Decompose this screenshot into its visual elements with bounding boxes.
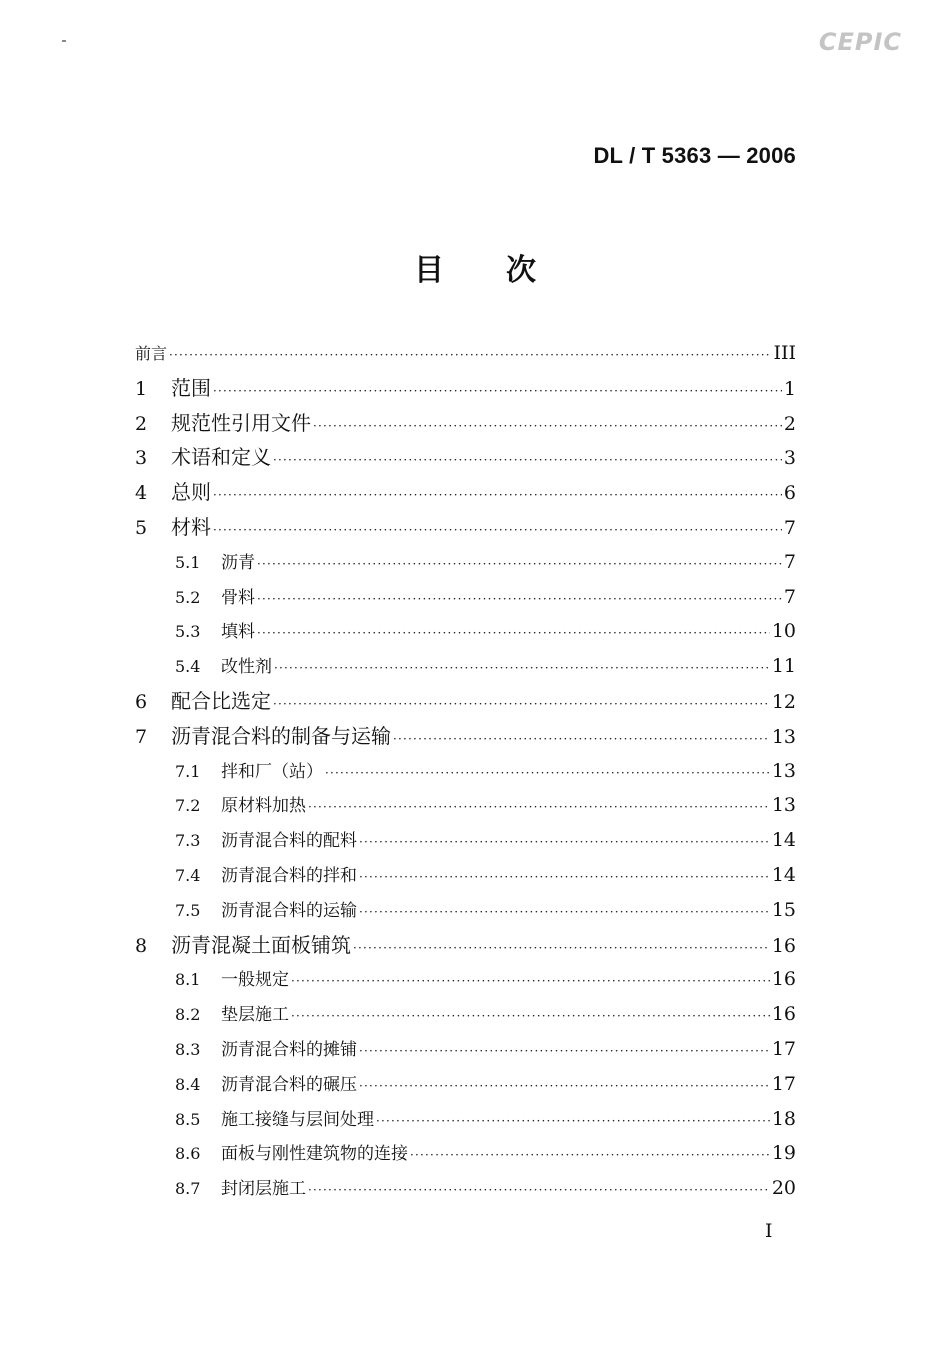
- toc-entry-number: 8.5: [175, 1109, 201, 1129]
- toc-entry: [135, 440, 796, 475]
- toc-entry-number: 1: [135, 377, 148, 400]
- toc-leader-dots: [359, 1069, 770, 1102]
- toc-leader-dots: [169, 338, 771, 371]
- toc-entry: [135, 962, 796, 997]
- toc-entry-label: 术语和定义: [171, 445, 271, 470]
- toc-entry: [135, 614, 796, 649]
- toc-entry-label: 垫层施工: [221, 1005, 289, 1026]
- toc-entry: [135, 1102, 796, 1137]
- toc-entry-label: 前言: [135, 344, 168, 363]
- toc-leader-dots: [291, 999, 770, 1032]
- toc-leader-dots: [325, 756, 770, 789]
- toc-entry: [135, 1032, 796, 1067]
- toc-entry-label: 面板与刚性建筑物的连接: [221, 1144, 408, 1165]
- toc-entry-page: 7: [783, 516, 796, 539]
- toc-entry-page: 18: [771, 1107, 796, 1130]
- toc-leader-dots: [308, 790, 770, 823]
- toc-leader-dots: [376, 1104, 770, 1137]
- toc-entry-number: 8.6: [175, 1144, 201, 1164]
- toc-leader-dots: [213, 513, 782, 545]
- toc-entry-label: 沥青混合料的拌和: [221, 865, 357, 886]
- toc-entry-label: 沥青混合料的运输: [221, 900, 357, 921]
- toc-entry: [135, 1171, 796, 1206]
- toc-entry-number: 8: [135, 934, 148, 957]
- toc-entry-page: 14: [771, 863, 796, 886]
- toc-entry-label: 沥青: [221, 552, 255, 573]
- toc-entry-page: 13: [771, 725, 796, 748]
- toc-entry-page: 12: [771, 690, 796, 713]
- toc-entry: [135, 406, 796, 441]
- toc-entry-number: 4: [135, 482, 148, 505]
- toc-entry-number: 8.7: [175, 1179, 201, 1199]
- toc-leader-dots: [291, 964, 770, 997]
- toc-entry: [135, 580, 796, 615]
- toc-leader-dots: [257, 616, 770, 649]
- toc-entry-page: 14: [771, 829, 796, 852]
- toc-leader-dots: [257, 547, 782, 580]
- toc-entry-page: 1: [783, 377, 796, 400]
- toc-entry: [135, 336, 796, 371]
- toc-entry-page: 17: [771, 1072, 796, 1095]
- toc-entry-number: 8.2: [175, 1005, 201, 1025]
- toc-entry: [135, 649, 796, 684]
- toc-entry-number: 5.1: [175, 552, 201, 572]
- toc-entry-label: 沥青混凝土面板铺筑: [171, 932, 351, 957]
- cepic-watermark-logo: CEPIC: [818, 28, 902, 56]
- toc-leader-dots: [353, 931, 770, 963]
- toc-leader-dots: [410, 1138, 770, 1171]
- toc-leader-dots: [359, 825, 770, 858]
- toc-leader-dots: [273, 443, 782, 475]
- toc-entry-number: 5.4: [175, 657, 201, 677]
- toc-entry: [135, 788, 796, 823]
- toc-leader-dots: [393, 722, 770, 754]
- toc-leader-dots: [257, 582, 782, 615]
- toc-leader-dots: [359, 860, 770, 893]
- toc-entry: [135, 719, 796, 754]
- toc-entry-page: 16: [771, 1003, 796, 1026]
- toc-entry: [135, 684, 796, 719]
- toc-entry-number: 8.3: [175, 1039, 201, 1059]
- toc-entry: [135, 371, 796, 406]
- toc-entry-number: 7: [135, 725, 148, 748]
- table-of-contents: [135, 336, 796, 1206]
- toc-entry-label: 拌和厂（站）: [221, 761, 323, 782]
- toc-entry-label: 范围: [171, 375, 211, 400]
- toc-leader-dots: [273, 687, 770, 719]
- toc-entry-page: 20: [771, 1177, 796, 1200]
- toc-entry-label: 总则: [171, 480, 211, 505]
- toc-entry-label: 原材料加热: [221, 796, 306, 817]
- toc-leader-dots: [213, 374, 782, 406]
- toc-title: 目次: [414, 253, 598, 288]
- toc-entry-label: 一般规定: [221, 970, 289, 991]
- toc-entry-number: 8.4: [175, 1074, 201, 1094]
- toc-entry-number: 8.1: [175, 970, 201, 990]
- toc-entry-number: 5: [135, 516, 148, 539]
- toc-leader-dots: [213, 478, 782, 510]
- toc-entry-number: 7.5: [175, 900, 201, 920]
- toc-entry: [135, 754, 796, 789]
- toc-entry-label: 沥青混合料的摊铺: [221, 1039, 357, 1060]
- toc-entry-label: 沥青混合料的配料: [221, 831, 357, 852]
- toc-entry-page: 2: [783, 412, 796, 435]
- standard-code: DL / T 5363 — 2006: [593, 143, 796, 168]
- toc-entry-label: 改性剂: [221, 657, 272, 678]
- toc-entry-page: 6: [783, 482, 796, 505]
- toc-entry-page: 13: [771, 759, 796, 782]
- toc-entry-label: 材料: [171, 514, 211, 539]
- toc-entry-page: 11: [771, 655, 796, 678]
- toc-entry-number: 7.4: [175, 865, 201, 885]
- toc-entry-label: 施工接缝与层间处理: [221, 1109, 374, 1130]
- toc-entry-page: III: [773, 342, 796, 364]
- toc-leader-dots: [313, 409, 782, 441]
- toc-entry-number: 2: [135, 412, 148, 435]
- toc-entry: [135, 475, 796, 510]
- toc-entry: [135, 997, 796, 1032]
- toc-leader-dots: [359, 895, 770, 928]
- toc-entry-page: 16: [771, 934, 796, 957]
- page-number: I: [765, 1220, 773, 1242]
- toc-entry-label: 沥青混合料的碾压: [221, 1074, 357, 1095]
- toc-entry-page: 10: [771, 620, 796, 643]
- toc-entry-page: 17: [771, 1037, 796, 1060]
- scan-speck: [62, 40, 66, 42]
- toc-entry: [135, 1067, 796, 1102]
- toc-entry-label: 封闭层施工: [221, 1179, 306, 1200]
- toc-entry: [135, 510, 796, 545]
- toc-entry-page: 15: [771, 898, 796, 921]
- toc-entry-label: 规范性引用文件: [171, 410, 311, 435]
- toc-entry: [135, 858, 796, 893]
- toc-entry: [135, 893, 796, 928]
- toc-entry-number: 5.2: [175, 587, 201, 607]
- toc-entry: [135, 928, 796, 963]
- toc-leader-dots: [308, 1173, 770, 1206]
- toc-entry-page: 7: [783, 550, 796, 573]
- toc-entry-number: 5.3: [175, 622, 201, 642]
- toc-entry-number: 7.3: [175, 831, 201, 851]
- toc-entry-page: 3: [783, 447, 796, 470]
- toc-entry-number: 6: [135, 690, 148, 713]
- toc-entry: [135, 1136, 796, 1171]
- toc-entry: [135, 545, 796, 580]
- toc-entry-label: 骨料: [221, 587, 255, 608]
- toc-entry-label: 填料: [221, 622, 255, 643]
- toc-entry-label: 沥青混合料的制备与运输: [171, 723, 391, 748]
- toc-entry-number: 7.2: [175, 796, 201, 816]
- toc-entry-page: 19: [771, 1142, 796, 1165]
- toc-leader-dots: [274, 651, 770, 684]
- toc-leader-dots: [359, 1034, 770, 1067]
- toc-entry-number: 7.1: [175, 761, 201, 781]
- toc-entry-page: 7: [783, 585, 796, 608]
- toc-entry-label: 配合比选定: [171, 688, 271, 713]
- toc-entry: [135, 823, 796, 858]
- toc-entry-number: 3: [135, 447, 148, 470]
- toc-entry-page: 16: [771, 968, 796, 991]
- toc-entry-page: 13: [771, 794, 796, 817]
